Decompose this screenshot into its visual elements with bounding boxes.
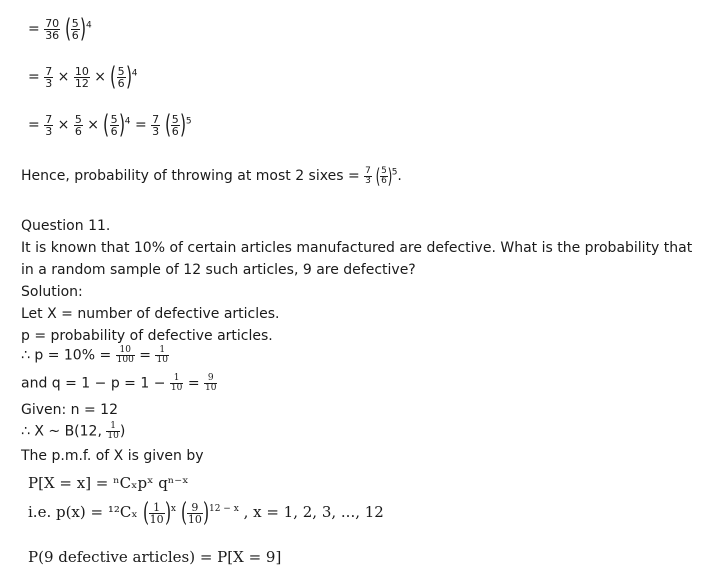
binomial-line: ∴ X ~ B(12, $\frac{1}{10}$ ) <box>21 421 126 441</box>
formula-1: P[X = x] = ⁿCₓpˣ qⁿ⁻ˣ <box>28 474 189 492</box>
q-value-line: and q = 1 − p = 1 − $\frac{1}{10}$ = $\frac{9}{10}$ <box>21 373 217 393</box>
work-line-2: = $\frac{7}{3}$ × $\frac{10}{12}$ × ( $\frac{5}{6}$ )$^4$ <box>28 62 138 92</box>
question-text-2: in a random sample of 12 such articles, 9 are defective? <box>21 262 416 278</box>
given-line: Given: n = 12 <box>21 402 118 418</box>
fraction: $\frac{5}{6}$ <box>71 16 79 42</box>
p-value-line: ∴ p = 10% = $\frac{10}{100}$ = $\frac{1}{10}$ <box>21 345 168 365</box>
question-title: Question 11. <box>21 218 111 234</box>
equals-sign: = <box>28 21 40 37</box>
hence-line: Hence, probability of throwing at most 2 sixes = $\frac{7}{3}$ ( $\frac{5}{6}$ )$^5$. <box>21 164 402 188</box>
solution-label: Solution: <box>21 284 83 300</box>
solution-line-2: p = probability of defective articles. <box>21 328 273 344</box>
solution-line-1: Let X = number of defective articles. <box>21 306 280 322</box>
formula-3: P(9 defective articles) = P[X = 9] <box>28 548 282 566</box>
work-line-3: = $\frac{7}{3}$ × $\frac{5}{6}$ × ( $\frac{5}{6}$ )$^4$ = $\frac{7}{3}$ ( $\frac{5}{6}$ )$^5$ <box>28 110 192 140</box>
fraction: $\frac{70}{36}$ <box>45 16 60 42</box>
pmf-line: The p.m.f. of X is given by <box>21 448 204 464</box>
formula-2: i.e. p(x) = ¹²Cₓ ( $\frac{1}{10}$ )$^x$ ( $\frac{9}{10}$ )$^{12 - x}$ , x = 1, 2, 3, ..., 12 <box>28 498 384 528</box>
work-line-1: = $\frac{70}{36}$ ( $\frac{5}{6}$ )$^4$ <box>28 14 92 44</box>
question-text-1: It is known that 10% of certain articles manufactured are defective. What is the probability that <box>21 240 693 256</box>
